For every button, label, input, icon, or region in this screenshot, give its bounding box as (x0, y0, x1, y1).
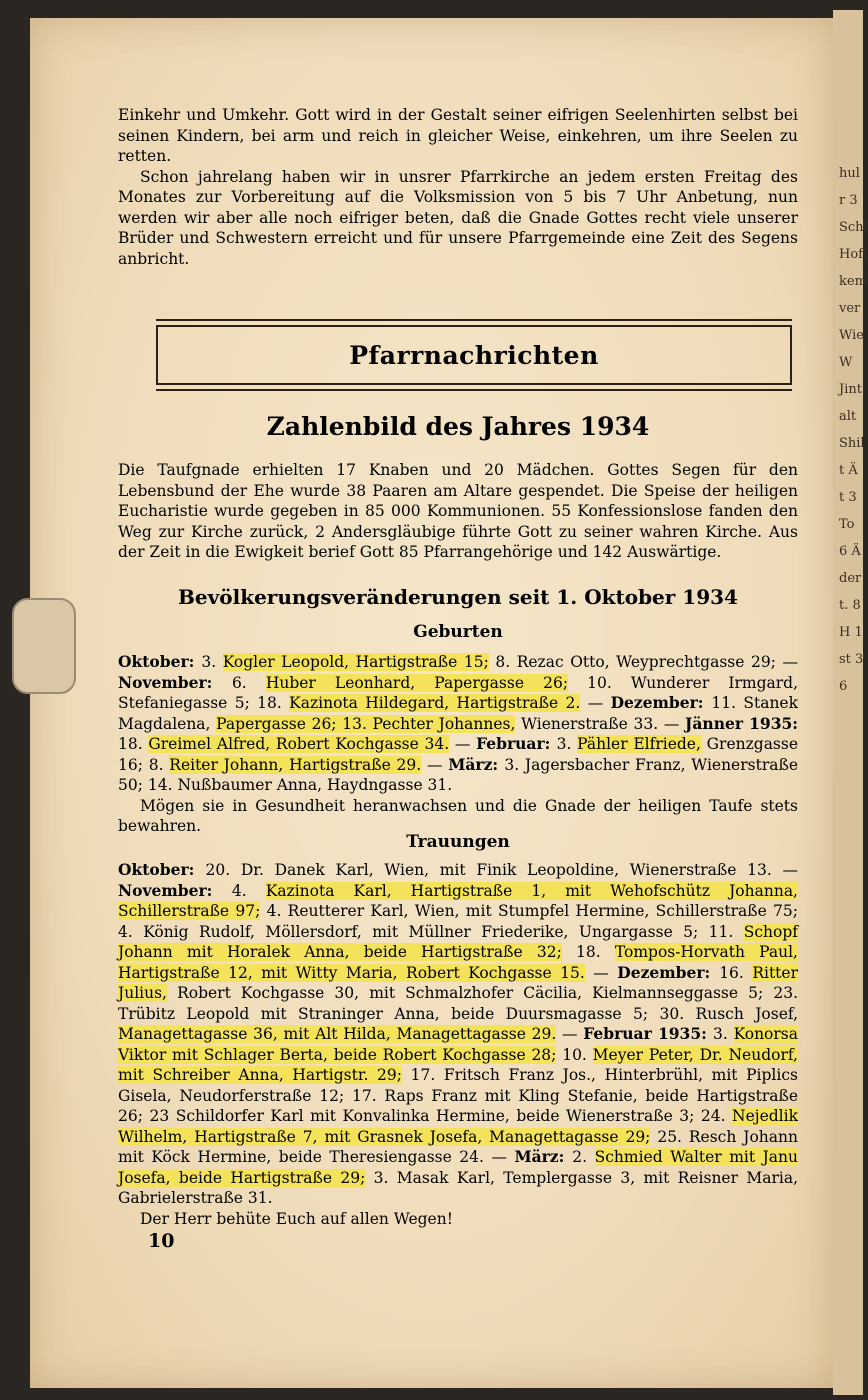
entry-text: Robert Kochgasse 30, mit Schmalzhofer Cäcilia, Kielmannseggasse 5; 23. Trübitz Leopold mit Straninger Anna, beide Duursmagasse 5; 30. Rusch Josef, (118, 984, 798, 1023)
entry-text: 2. (572, 1148, 595, 1166)
month-label: Dezember: (610, 693, 712, 712)
highlighted-entry: Ritter Julius, (118, 963, 798, 1002)
highlighted-entry: Kazinota Hildegard, Hartigstraße 2. (289, 694, 581, 712)
binder-tab (12, 598, 76, 694)
section-box (156, 325, 792, 385)
highlighted-entry: Konorsa Viktor mit Schlager Berta, beide Robert Kochgasse 28; (118, 1025, 798, 1064)
marriages-heading: Trauungen (406, 832, 510, 852)
section-box-title: Pfarrnachrichten (349, 340, 599, 370)
entry-text: 3. (713, 1025, 734, 1043)
entry-text: 8. Rezac Otto, Weyprechtgasse 29; — (488, 653, 798, 671)
month-label: Oktober: (118, 652, 202, 671)
year-stats-paragraph: Die Taufgnade erhielten 17 Knaben und 20 Mädchen. Gottes Segen für den Lebensbund der Ehe wurde 38 Paaren am Altare gespendet. Die Speise der heiligen Eucharistie wurde gegeben in 85 000 Kommunionen. 55 Konfessionslose fanden den Weg zur Kirche zurück, 2 Andersgläubige führte Gott zu seiner wahren Kirche. Aus der Zeit in die Ewigkeit berief Gott 85 Pfarrangehörige und 142 Auswärtige. (118, 461, 798, 561)
highlighted-entry: Pähler Elfriede, (577, 735, 701, 753)
adjacent-page-text: hul r 3 Schl Hoff kem ver Wie W Jint alt Shil t Ä t 3 To 6 Ä der t. 8 H 1 st 3 6 (839, 166, 868, 694)
entry-text: 4. (231, 881, 266, 900)
entry-text: 16. (719, 963, 753, 982)
entry-text: 6. (231, 673, 266, 692)
entry-text: 3. (556, 735, 578, 753)
entry-text: 18. (118, 735, 149, 753)
highlighted-entry: Greimel Alfred, Robert Kochgasse 34. (148, 735, 450, 753)
month-label: Februar: (476, 734, 557, 753)
highlighted-entry: Managettagasse 36, mit Alt Hilda, Managettagasse 29. (118, 1025, 557, 1043)
entry-text: 25. Resch Johann mit Köck Hermine, beide Theresiengasse 24. — (118, 1127, 798, 1166)
month-label: Oktober: (118, 860, 206, 879)
entry-text: 20. Dr. Danek Karl, Wien, mit Finik Leopoldine, Wienerstraße 13. — (205, 861, 798, 879)
population-changes-title: Bevölkerungsveränderungen seit 1. Oktober 1934 (178, 585, 738, 609)
entry-text: 10. (556, 1045, 593, 1064)
entry-text: 10. Wunderer Irmgard, Stefaniegasse 5; 18. (118, 673, 799, 712)
month-label: Jänner 1935: (685, 713, 799, 733)
entry-text: 4. Reutterer Karl, Wien, mit Stumpfel Hermine, Schillerstraße 75; 4. König Rudolf, Möllersdorf, mit Müllner Friederike, Ungargasse 5; 11. (118, 902, 798, 941)
entry-text: 3. Masak Karl, Templergasse 3, mit Reisner Maria, Gabrielerstraße 31. (118, 1168, 798, 1207)
highlighted-entry: Kazinota Karl, Hartigstraße 1, mit Wehofschütz Johanna, Schillerstraße 97; (118, 881, 798, 920)
births-heading: Geburten (413, 622, 503, 642)
highlighted-entry: Tompos-Horvath Paul, Hartigstraße 12, mit Witty Maria, Robert Kochgasse 15. (118, 943, 798, 982)
entry-text: 3. Jagersbacher Franz, Wienerstraße 50; 14. Nußbaumer Anna, Haydngasse 31. (118, 755, 799, 794)
births-list (118, 652, 798, 837)
marriages-closing: Der Herr behüte Euch auf allen Wegen! (140, 1209, 453, 1228)
entry-text: Grenzgasse 16; 8. (118, 735, 799, 774)
entry-text: — (421, 755, 449, 774)
month-label: November: (118, 880, 232, 900)
highlighted-entry: Papergasse 26; 13. Pechter Johannes, (216, 714, 516, 733)
entry-text: — (556, 1025, 584, 1043)
month-label: Dezember: (617, 962, 720, 982)
month-label: Februar 1935: (583, 1024, 714, 1043)
year-stats-title: Zahlenbild des Jahres 1934 (266, 412, 650, 441)
month-label: März: (514, 1147, 573, 1166)
intro-paragraph-2: Schon jahrelang haben wir in unsrer Pfarrkirche an jedem ersten Freitag des Monates zur Vorbereitung auf die Volksmission von 5 bis 7 Uhr Anbetung, nun werden wir aber alle noch eifriger beten, daß die Gnade Gottes recht viele unserer Brüder und Schwestern erreicht und für unsere Pfarrgemeinde eine Zeit des Segens anbricht. (118, 167, 798, 268)
intro-paragraph-1: Einkehr und Umkehr. Gott wird in der Gestalt seiner eifrigen Seelenhirten selbst bei seinen Kindern, bei arm und reich in gleicher Weise, einkehren, um ihre Seelen zu retten. (118, 106, 798, 165)
entry-text: — (584, 963, 618, 982)
entry-text: 17. Fritsch Franz Jos., Hinterbrühl, mit Piplics Gisela, Neudorferstraße 12; 17. Raps Franz mit Kling Stefanie, beide Hartigstraße 26; 23 Schildorfer Karl mit Konvalinka Hermine, beide Wienerstraße 3; 24. (118, 1066, 798, 1125)
highlighted-entry: Schopf Johann mit Horalek Anna, beide Hartigstraße 32; (118, 922, 798, 961)
entry-text: 3. (201, 653, 223, 671)
entry-text: — (580, 694, 611, 712)
births-closing: Mögen sie in Gesundheit heranwachsen und die Gnade der heiligen Taufe stets bewahren. (118, 796, 798, 835)
highlighted-entry: Meyer Peter, Dr. Neudorf, mit Schreiber Anna, Hartigstr. 29; (118, 1045, 798, 1084)
highlighted-entry: Nejedlik Wilhelm, Hartigstraße 7, mit Grasnek Josefa, Managettagasse 29; (118, 1107, 798, 1146)
month-label: November: (118, 672, 232, 692)
highlighted-entry: Huber Leonhard, Papergasse 26; (265, 673, 569, 692)
page-number: 10 (148, 1230, 175, 1252)
entry-text: — (449, 735, 477, 753)
highlighted-entry: Kogler Leopold, Hartigstraße 15; (222, 653, 489, 671)
intro-text (118, 105, 798, 269)
month-label: März: (448, 754, 505, 774)
adjacent-page-edge (833, 10, 868, 1395)
entry-text: 18. (561, 943, 615, 961)
highlighted-entry: Schmied Walter mit Janu Josefa, beide Hartigstraße 29; (118, 1148, 799, 1187)
marriages-list (118, 860, 798, 1229)
entry-text: Wienerstraße 33. — (515, 714, 686, 733)
entry-text: 11. Stanek Magdalena, (118, 694, 798, 733)
highlighted-entry: Reiter Johann, Hartigstraße 29. (169, 755, 422, 774)
